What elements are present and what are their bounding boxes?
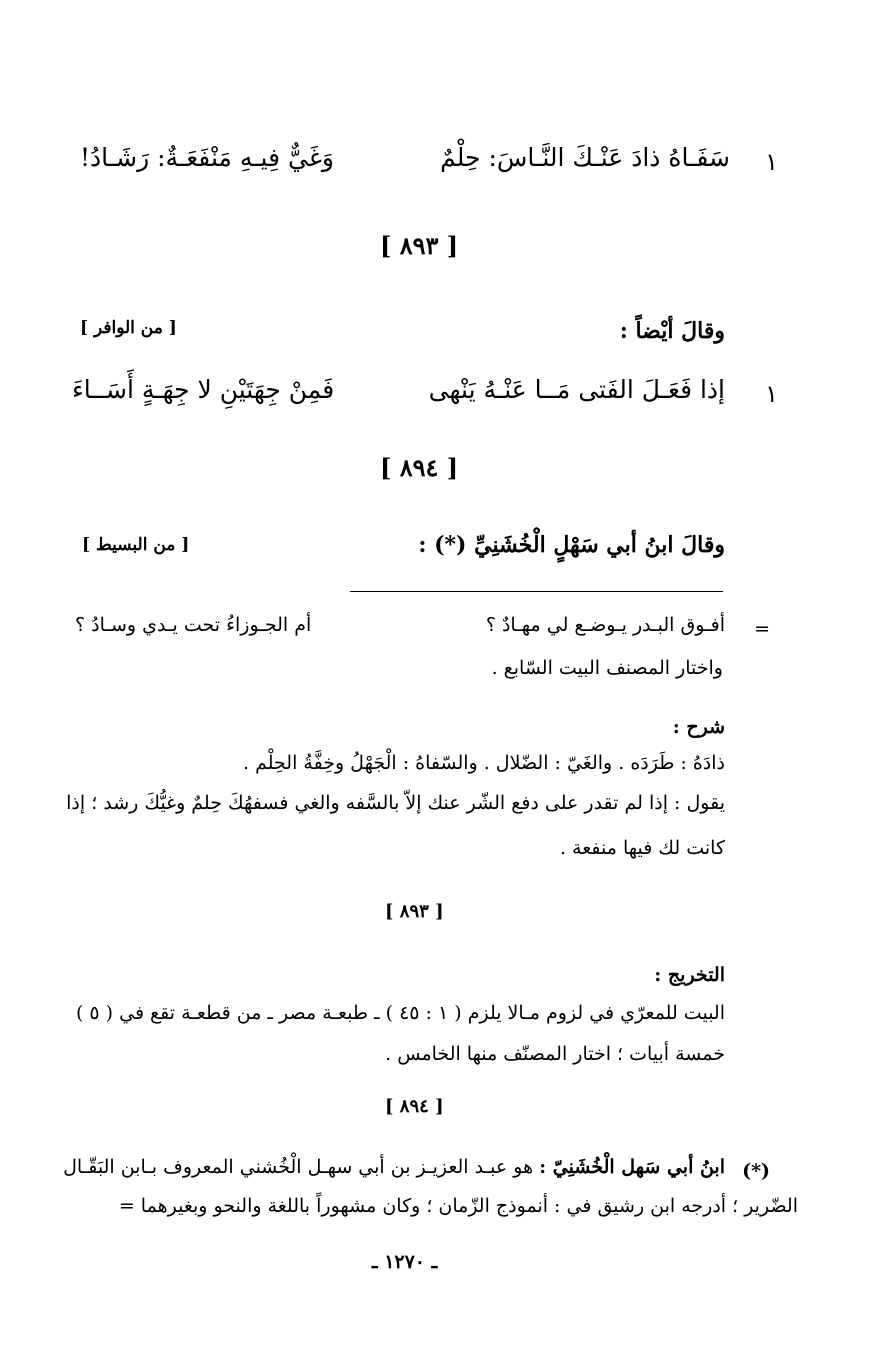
- verse-number: ١: [765, 380, 778, 408]
- reference-number: [ ٨٩٣ ]: [385, 901, 444, 922]
- sharh-line: ذادَهُ : طَرَدَه . والغَيّ : الضّلال . والسّفاهُ : الْجَهْلُ وخِفَّةُ الحِلْم .: [243, 752, 725, 774]
- takhrij-heading: التخريج :: [654, 964, 725, 986]
- sharh-line: كانت لك فيها منفعة .: [559, 837, 725, 859]
- footnote-marker: (*): [742, 1160, 770, 1182]
- section-number: [ ٨٩٣ ]: [380, 231, 459, 260]
- footnote-line: الضّرير ؛ أدرجه ابن رشيق في : أنموذج الزّمان ؛ وكان مشهوراً باللغة والنحو وبغيرهما =: [118, 1195, 798, 1217]
- page-number: ـ ١٢٧٠ ـ: [372, 1251, 438, 1273]
- notes-separator: [350, 591, 723, 592]
- verse-number: ١: [765, 148, 778, 176]
- quoted-hemistich-left: أم الجـوزاءُ تحت يـدي وسـادُ ؟: [75, 614, 312, 636]
- hemistich-left: فَمِنْ جِهَتَيْنِ لا جِهَـةٍ أَسَــاءَ: [72, 375, 335, 404]
- takhrij-line: البيت للمعرّي في لزوم مـالا يلزم ( ١ : ٤٥ ) ـ طبعـة مصر ـ من قطعـة تقع في ( ٥ ): [75, 1002, 725, 1024]
- footnote-subject-name: ابنُ أبي سَهل الْخُشَنِيّ :: [539, 1156, 725, 1178]
- footnote-line: [63, 1156, 725, 1178]
- sharh-heading: شرح :: [672, 716, 725, 738]
- reference-number: [ ٨٩٤ ]: [385, 1096, 444, 1117]
- footnote-text: هو عبـد العزيـز بن أبي سهـل الْخُشني المعروف بـابن البَقّـال: [63, 1156, 534, 1178]
- poem-intro: وقالَ أيْضاً :: [619, 318, 725, 344]
- quoted-hemistich-right: أفـوق البـدر يـوضـع لي مهـادٌ ؟: [485, 614, 725, 636]
- hemistich-right: إذا فَعَـلَ الفَتى مَــا عَنْـهُ يَنْهى: [428, 375, 725, 404]
- chosen-verse-note: واختار المصنف البيت السّابع .: [491, 657, 723, 679]
- meter-label: [ من الوافر ]: [80, 318, 177, 338]
- poem-intro: وقالَ ابنُ أبي سَهْلٍ الْخُشَنِيِّ (*) :: [418, 532, 725, 558]
- hemistich-right: سَفَـاهُ ذادَ عَنْـكَ النَّـاسَ: حِلْمٌ: [440, 143, 730, 172]
- sharh-line: يقول : إذا لم تقدر على دفع الشّر عنك إلاّ بالسَّفه والغي فسفهُكَ حِلمٌ وغيُّكَ رشد ؛ إذا: [66, 792, 725, 814]
- takhrij-line: خمسة أبيات ؛ اختار المصنّف منها الخامس .: [385, 1043, 725, 1065]
- hemistich-left: وَغَيٌّ فِيـهِ مَنْفَعَـةٌ: رَشَـادُ!: [80, 143, 334, 172]
- continuation-mark: =: [754, 618, 770, 640]
- section-number: [ ٨٩٤ ]: [380, 453, 459, 482]
- meter-label: [ من البسيط ]: [82, 535, 190, 555]
